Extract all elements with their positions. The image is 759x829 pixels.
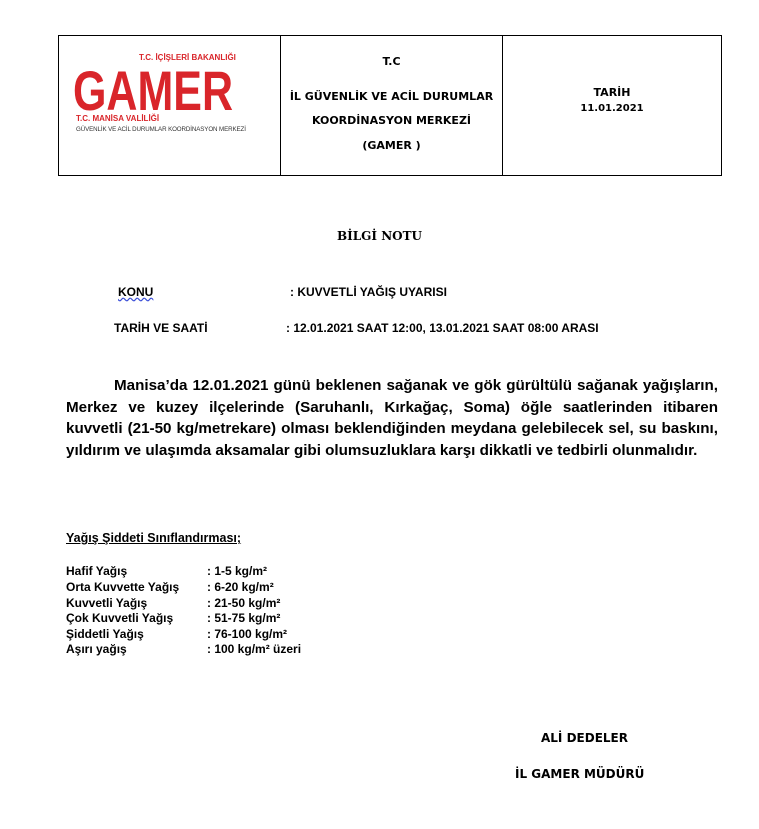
signatory-name: ALİ DEDELER — [541, 731, 628, 745]
svg-text:GAMER: GAMER — [73, 59, 233, 118]
datetime-label: TARİH VE SAATİ — [114, 321, 208, 335]
logo-subtitle-text: GÜVENLİK VE ACİL DURUMLAR KOORDİNASYON MERKEZİ — [76, 126, 246, 133]
subject-row — [118, 285, 447, 299]
institution-line-4: (GAMER ) — [362, 139, 421, 152]
body-text: Manisa’da 12.01.2021 günü beklenen sağanak ve gök gürültülü sağanak yağışların, Merkez ve kuzey ilçelerinde (Saruhanlı, Kırkağaç, Soma) öğle saatlerinden itibaren kuvvetli (21-50 kg/metrekare) olması beklendiğinden meydana gelebilecek sel, su baskını, yıldırım ve ulaşımda aksamalar gibi olumsuzluklara karşı dikkatli ve tedbirli olunmalıdır. — [66, 377, 718, 459]
date-cell — [503, 36, 721, 175]
datetime-row — [114, 321, 599, 335]
classification-heading: Yağış Şiddeti Sınıflandırması; — [66, 531, 242, 545]
document-title: BİLGİ NOTU — [336, 229, 423, 243]
institution-line-2: İL GÜVENLİK VE ACİL DURUMLAR — [289, 90, 494, 103]
date-value: 11.01.2021 — [580, 103, 644, 114]
logo-cell — [59, 36, 281, 175]
institution-cell — [281, 36, 503, 175]
gamer-logo — [69, 58, 259, 118]
logo-ministry-text: T.C. İÇİŞLERİ BAKANLIĞI — [139, 53, 236, 62]
date-label: TARİH — [593, 86, 631, 99]
institution-line-1: T.C — [382, 55, 401, 68]
subject-label: KONU — [118, 285, 154, 299]
datetime-value: : 12.01.2021 SAAT 12:00, 13.01.2021 SAAT 08:00 ARASI — [286, 321, 599, 335]
subject-value: : KUVVETLİ YAĞIŞ UYARISI — [290, 285, 447, 299]
signatory-role: İL GAMER MÜDÜRÜ — [515, 767, 645, 781]
document-header — [58, 35, 722, 176]
logo-governorship-text: T.C. MANİSA VALİLİĞİ — [76, 114, 160, 123]
institution-line-3: KOORDİNASYON MERKEZİ — [311, 114, 472, 127]
body-paragraph — [66, 375, 718, 461]
